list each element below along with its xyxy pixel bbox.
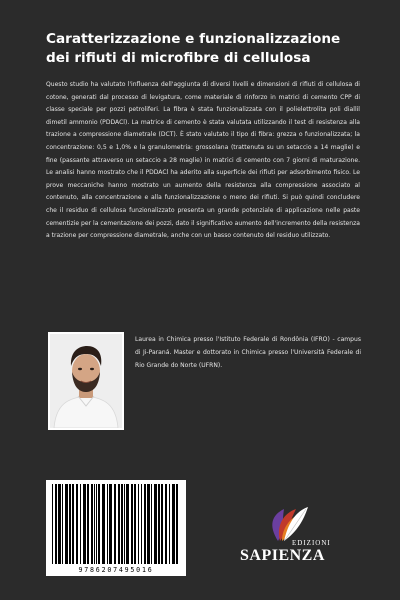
- barcode-bar: [141, 484, 142, 564]
- publisher-logo: [238, 505, 358, 565]
- barcode-bar: [62, 484, 63, 564]
- barcode-bar: [131, 484, 133, 564]
- barcode-bar: [52, 484, 53, 564]
- barcode-bar: [55, 484, 57, 564]
- barcode-bar: [158, 484, 160, 564]
- isbn-barcode: [46, 480, 186, 576]
- barcode-bar: [176, 484, 178, 564]
- isbn-number: 9786207495016: [78, 566, 154, 574]
- author-bio: Laurea in Chimica presso l'Istituto Federale di Rondônia (IFRO) - campus di Ji-Paraná. Master e dottorato in Chimica presso l'Università Federale di Rio Grande do Norte (UFRN).: [135, 336, 361, 369]
- barcode-bar: [147, 484, 150, 564]
- book-abstract: Questo studio ha valutato l'influenza dell'aggiunta di diversi livelli e dimensioni di rifiuti di cellulosa di cotone, generati dal processo di levigatura, come materiale di rinforzo in matrici di cemento CPP di classe speciale per pozzi petroliferi. La fibra è stata funzionalizzata con il polielettrolita poli diallil dimetil ammonio (PDDACl). La matrice di cemento è stata valutata utilizzando il test di resistenza alla trazione a compressione diametrale (DCT). È stato valutato il tipo di fibra: grezza o funzionalizzata; la concentrazione: 0,5 e 1,0% e la granulometria: grossolana (trattenuta su un setaccio a 14 maglie) e fine (passante attraverso un setaccio a 28 maglie) in matrici di cemento con 7 giorni di maturazione. Le analisi hanno mostrato che il PDDACl ha aderito alla superficie dei rifiuti per adsorbimento fisico. Le prove meccaniche hanno mostrato un aumento della resistenza alla compressione associato al contenuto, alla concentrazione e alla funzionalizzazione o meno dei rifiuti. Si può quindi concludere che il residuo di cellulosa funzionalizzato presenta un grande potenziale di applicazione nelle paste cementizie per la cementazione dei pozzi, dato il significativo aumento dell'incremento della resistenza a trazione per compressione diametrale, anche con un basso contenuto del residuo utilizzato.: [46, 81, 360, 240]
- barcode-bar: [144, 484, 146, 564]
- barcode-bar: [107, 484, 108, 564]
- barcode-bar: [109, 484, 112, 564]
- barcode-bar: [91, 484, 93, 564]
- barcode-bar: [138, 484, 139, 564]
- barcode-bar: [161, 484, 163, 564]
- publisher-edizioni-label: EDIZIONI: [292, 539, 331, 547]
- barcode-icon: [46, 480, 186, 566]
- barcode-bar: [69, 484, 71, 564]
- publisher-name: SAPIENZA: [240, 547, 325, 564]
- barcode-bar: [126, 484, 129, 564]
- author-photo: [48, 332, 124, 430]
- barcode-bar: [165, 484, 167, 564]
- barcode-bar: [76, 484, 78, 564]
- barcode-bar: [80, 484, 81, 564]
- barcode-bar: [172, 484, 175, 564]
- barcode-bar: [102, 484, 105, 564]
- barcode-bar: [98, 484, 100, 564]
- barcode-bar: [87, 484, 89, 564]
- barcode-bar: [118, 484, 120, 564]
- barcode-bar: [121, 484, 123, 564]
- barcode-bar: [124, 484, 125, 564]
- barcode-bar: [65, 484, 68, 564]
- barcode-bar: [151, 484, 152, 564]
- barcode-bar: [94, 484, 95, 564]
- barcode-bar: [154, 484, 157, 564]
- author-portrait-icon: [50, 334, 122, 428]
- barcode-bar: [134, 484, 136, 564]
- barcode-bar: [58, 484, 61, 564]
- barcode-bar: [72, 484, 74, 564]
- barcode-bar: [114, 484, 116, 564]
- barcode-bar: [96, 484, 97, 564]
- book-title: Caratterizzazione e funzionalizzazione dei rifiuti di microfibre di cellulosa: [46, 31, 341, 66]
- barcode-bar: [83, 484, 86, 564]
- barcode-bar: [169, 484, 170, 564]
